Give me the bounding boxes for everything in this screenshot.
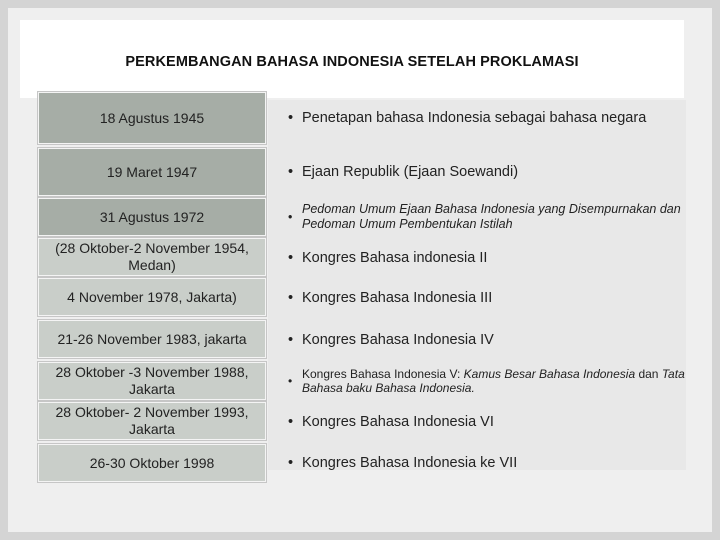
date-box-1988 [38,362,266,400]
desc-part: dan [635,367,662,381]
date-box-1978 [38,278,266,316]
bullet: • [288,454,294,471]
desc-text: Kongres Bahasa Indonesia VI [302,413,494,430]
date-label: 31 Agustus 1972 [99,208,205,225]
desc-1993 [288,412,688,432]
desc-text: Kongres Bahasa Indonesia ke VII [302,454,518,471]
bullet: • [288,331,294,348]
desc-text: Kongres Bahasa Indonesia IV [302,331,494,348]
desc-text [302,367,688,395]
date-box-1998 [38,444,266,482]
bullet: • [288,249,294,266]
bullet: • [288,209,293,224]
date-label: 28 Oktober- 2 November 1993, Jakarta [55,404,249,437]
desc-part-italic: Tata Bahasa baku Bahasa Indonesia. [302,367,685,395]
date-label: (28 Oktober-2 November 1954, Medan) [55,240,249,273]
date-label: 4 November 1978, Jakarta) [67,288,237,305]
date-box-1983 [38,320,266,358]
desc-text: Pedoman Umum Ejaan Bahasa Indonesia yang Disempurnakan dan Pedoman Umum Pembentukan Istilah [302,202,681,231]
date-box-1993 [38,402,266,440]
date-box-1945 [38,92,266,144]
date-label: 28 Oktober -3 November 1988, Jakarta [55,364,249,397]
desc-1945 [288,98,688,138]
desc-1983 [288,330,688,350]
date-box-1947 [38,148,266,196]
date-box-1972 [38,198,266,236]
bullet: • [288,163,294,180]
date-label: 26-30 Oktober 1998 [89,454,215,471]
bullet: • [288,109,294,126]
desc-text: Kongres Bahasa Indonesia III [302,289,493,306]
desc-1947 [288,162,688,182]
date-label: 19 Maret 1947 [106,163,198,180]
title-band [20,20,684,98]
bullet: • [288,374,293,388]
date-label: 21-26 November 1983, jakarta [57,330,247,347]
desc-1972 [288,200,688,234]
desc-part: Kongres Bahasa Indonesia V: [302,367,464,381]
date-box-1954 [38,238,266,276]
date-label: 18 Agustus 1945 [99,109,205,126]
desc-1998 [288,453,688,473]
bullet: • [288,289,294,306]
desc-text: Ejaan Republik (Ejaan Soewandi) [302,163,519,180]
bullet: • [288,413,294,430]
desc-text: Penetapan bahasa Indonesia sebagai bahasa negara [302,109,647,126]
slide-title: PERKEMBANGAN BAHASA INDONESIA SETELAH PROKLAMASI [125,54,579,70]
desc-text: Kongres Bahasa indonesia II [302,249,488,266]
desc-1978 [288,288,688,308]
desc-part-italic: Kamus Besar Bahasa Indonesia [463,367,636,381]
desc-1954 [288,248,688,268]
desc-1988 [288,364,688,398]
